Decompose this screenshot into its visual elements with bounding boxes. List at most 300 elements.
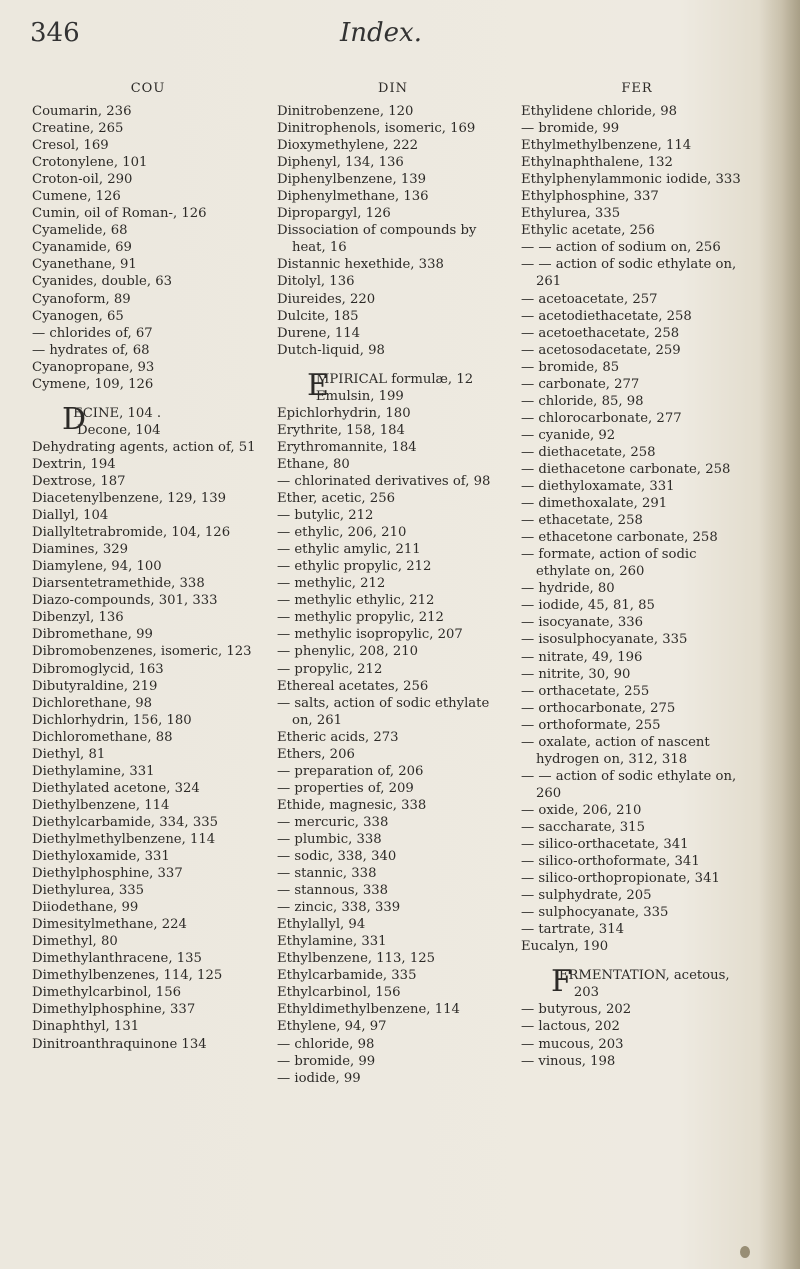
entry-text: — tartrate, 314 (521, 922, 624, 938)
entry-text: Dutch-liquid, 98 (277, 342, 385, 358)
page-edge-shadow (758, 0, 800, 1269)
entry-text: Diamines, 329 (32, 542, 128, 558)
entry-text: — chlorides of, 67 (32, 325, 153, 341)
entry-text: Dibutyraldine, 219 (32, 678, 158, 694)
index-entry (277, 729, 509, 746)
index-entry (521, 120, 753, 137)
index-entry (32, 325, 264, 342)
entry-text: Ether, acetic, 256 (277, 491, 395, 507)
index-entry (277, 456, 509, 473)
entry-text: — silico-orthopropionate, 341 (521, 871, 720, 887)
index-entry (32, 376, 264, 393)
entry-text: — diethyloxamate, 331 (521, 479, 675, 495)
index-entry (277, 1070, 509, 1087)
entry-text: Dimethyl, 80 (32, 934, 118, 950)
index-entry (32, 273, 264, 290)
entry-text: Dioxymethylene, 222 (277, 138, 419, 154)
entry-text: Diethylbenzene, 114 (32, 797, 170, 813)
index-entry (521, 546, 753, 580)
index-entry (277, 524, 509, 541)
entry-text: — butylic, 212 (277, 508, 374, 524)
index-entry (32, 678, 264, 695)
index-entry (32, 1001, 264, 1018)
index-entry (277, 695, 509, 729)
index-entry (521, 393, 753, 410)
index-entry (32, 256, 264, 273)
index-entry (277, 291, 509, 308)
index-entry (521, 444, 753, 461)
entry-text: — sulphocyanate, 335 (521, 905, 669, 921)
index-entry (521, 325, 753, 342)
index-entry (277, 422, 509, 439)
index-column-2 (277, 80, 509, 1087)
index-entry (277, 273, 509, 290)
entry-text: Diamylene, 94, 100 (32, 559, 162, 575)
index-entry (521, 154, 753, 171)
entry-text: Dissociation of compounds by heat, 16 (277, 223, 477, 256)
index-entry (521, 308, 753, 325)
index-entry (277, 916, 509, 933)
entry-text: — methylic ethylic, 212 (277, 593, 435, 609)
index-entry (277, 797, 509, 814)
entry-text: — chloride, 98 (277, 1036, 375, 1052)
entry-text: — zincic, 338, 339 (277, 900, 401, 916)
index-entry (521, 921, 753, 938)
entry-text: Ethyldimethylbenzene, 114 (277, 1002, 460, 1018)
entry-text: — chloride, 85, 98 (521, 393, 644, 409)
index-entry (32, 205, 264, 222)
entry-text: — orthacetate, 255 (521, 683, 650, 699)
entry-text: Coumarin, 236 (32, 104, 132, 119)
index-entry (521, 376, 753, 393)
entry-text: — orthocarbonate, 275 (521, 700, 676, 716)
index-entry (32, 291, 264, 308)
index-entry (521, 734, 753, 768)
index-entry (277, 1018, 509, 1035)
entry-text: — oxalate, action of nascent hydrogen on, 312, 318 (521, 734, 710, 767)
index-entry (277, 507, 509, 524)
index-entry (32, 916, 264, 933)
entry-text: Emulsin, 199 (315, 388, 404, 404)
index-entry (277, 592, 509, 609)
index-entry (277, 490, 509, 507)
entry-text: Diethylmethylbenzene, 114 (32, 831, 216, 847)
entry-text: — isocyanate, 336 (521, 615, 644, 631)
index-column-3 (521, 80, 753, 1070)
index-entry (32, 439, 264, 456)
index-entry (277, 342, 509, 359)
entry-text: Dinitroanthraquinone 134 (32, 1036, 207, 1052)
column-head: DIN (378, 81, 408, 96)
index-entry (521, 342, 753, 359)
entry-text: Erythrite, 158, 184 (277, 422, 405, 438)
index-entry (277, 137, 509, 154)
entry-text: Eucalyn, 190 (521, 939, 609, 955)
index-entry (521, 887, 753, 904)
index-entry (277, 154, 509, 171)
entry-text: Ethylamine, 331 (277, 934, 387, 950)
entry-text: Dinitrobenzene, 120 (277, 104, 414, 119)
index-entry (521, 512, 753, 529)
entry-text: Diphenylmethane, 136 (277, 189, 429, 205)
index-entry (277, 899, 509, 916)
index-entry (521, 614, 753, 631)
entry-text: Ethide, magnesic, 338 (277, 797, 427, 813)
index-entry (277, 746, 509, 763)
entry-text: Etheric acids, 273 (277, 729, 399, 745)
entry-text: Cresol, 169 (32, 138, 109, 154)
index-entry (32, 490, 264, 507)
index-entry (521, 717, 753, 734)
entry-text: Dichlorhydrin, 156, 180 (32, 712, 192, 728)
index-entry (521, 478, 753, 495)
index-entry (277, 814, 509, 831)
entry-text: Cumin, oil of Roman-, 126 (32, 206, 207, 222)
entry-text: Cyanoform, 89 (32, 291, 131, 307)
entry-list (521, 103, 753, 1070)
index-entry (277, 865, 509, 882)
index-entry (521, 291, 753, 308)
index-entry (521, 597, 753, 614)
entry-text: — lactous, 202 (521, 1019, 620, 1035)
index-entry (277, 171, 509, 188)
index-entry (32, 899, 264, 916)
index-entry (32, 342, 264, 359)
entry-text: Cyanamide, 69 (32, 240, 132, 256)
entry-text: MPIRICAL formulæ, 12 (315, 371, 474, 387)
entry-text: Dextrose, 187 (32, 473, 126, 489)
entry-text: Dinitrophenols, isomeric, 169 (277, 121, 476, 137)
index-entry (32, 154, 264, 171)
index-entry (32, 984, 264, 1001)
entry-text: Diphenylbenzene, 139 (277, 172, 427, 188)
entry-text: — isosulphocyanate, 335 (521, 632, 688, 648)
entry-text: — mercuric, 338 (277, 814, 389, 830)
index-entry (521, 938, 753, 955)
entry-text: — nitrite, 30, 90 (521, 666, 631, 682)
entry-text: Ethylphenylammonic iodide, 333 (521, 172, 741, 188)
entry-text: Diarsentetramethide, 338 (32, 576, 205, 592)
index-entry (521, 137, 753, 154)
entry-text: Diethylated acetone, 324 (32, 780, 200, 796)
entry-text: Epichlorhydrin, 180 (277, 405, 411, 421)
index-entry (32, 171, 264, 188)
index-entry (521, 427, 753, 444)
index-entry (277, 950, 509, 967)
entry-text: Dichloromethane, 88 (32, 729, 173, 745)
index-entry (32, 541, 264, 558)
index-entry (521, 188, 753, 205)
entry-text: Dibenzyl, 136 (32, 610, 124, 626)
index-entry (277, 967, 509, 984)
entry-text: Dibromoglycid, 163 (32, 661, 164, 677)
entry-text: Erythromannite, 184 (277, 439, 417, 455)
entry-text: — iodide, 45, 81, 85 (521, 598, 655, 614)
entry-text: — stannic, 338 (277, 866, 377, 882)
index-entry (32, 950, 264, 967)
entry-text: Ethylphosphine, 337 (521, 189, 659, 205)
index-entry (521, 171, 753, 188)
index-entry (32, 609, 264, 626)
index-entry (521, 819, 753, 836)
entry-text: — methylic isopropylic, 207 (277, 627, 463, 643)
index-entry (521, 666, 753, 683)
entry-text: Dimethylcarbinol, 156 (32, 985, 181, 1001)
index-entry (277, 763, 509, 780)
index-entry (32, 780, 264, 797)
entry-text: Durene, 114 (277, 325, 361, 341)
entry-text: Dulcite, 185 (277, 308, 359, 324)
entry-text: Cyanopropane, 93 (32, 359, 155, 375)
entry-text: Diazo-compounds, 301, 333 (32, 593, 218, 609)
entry-text: — formate, action of sodic ethylate on, 260 (521, 547, 697, 580)
index-entry (521, 1001, 753, 1018)
entry-text: Ethereal acetates, 256 (277, 678, 429, 694)
entry-text: Diethylamine, 331 (32, 763, 155, 779)
index-entry (277, 780, 509, 797)
entry-text: — cyanide, 92 (521, 427, 616, 443)
entry-text: Diethyl, 81 (32, 746, 106, 762)
index-entry (277, 643, 509, 660)
entry-text: — ethylic amylic, 211 (277, 542, 421, 558)
entry-text: — acetoacetate, 257 (521, 291, 658, 307)
entry-text: — methylic, 212 (277, 576, 386, 592)
drop-cap-letter: E (307, 367, 329, 403)
index-entry (521, 103, 753, 120)
index-entry (32, 524, 264, 541)
entry-text: — stannous, 338 (277, 883, 389, 899)
index-entry (32, 308, 264, 325)
index-entry (32, 643, 264, 660)
index-entry (521, 683, 753, 700)
index-entry (32, 239, 264, 256)
entry-text: Diallyltetrabromide, 104, 126 (32, 525, 231, 541)
entry-text: — butyrous, 202 (521, 1002, 632, 1018)
index-entry (277, 439, 509, 456)
entry-text: Ethylurea, 335 (521, 206, 621, 222)
entry-text: Dimethylanthracene, 135 (32, 951, 202, 967)
index-entry (277, 1001, 509, 1018)
entry-text: Cyanethane, 91 (32, 257, 137, 273)
index-entry (521, 239, 753, 256)
entry-text: Diallyl, 104 (32, 508, 109, 524)
entry-text: — phenylic, 208, 210 (277, 644, 418, 660)
index-entry (521, 580, 753, 597)
section-start-entry (521, 964, 753, 1001)
entry-text: Croton-oil, 290 (32, 172, 133, 188)
entry-text: — iodide, 99 (277, 1070, 361, 1086)
index-entry (521, 904, 753, 921)
index-entry (32, 592, 264, 609)
entry-text: Cyamelide, 68 (32, 223, 128, 239)
entry-text: — orthoformate, 255 (521, 717, 661, 733)
entry-list (32, 103, 264, 1053)
entry-text: Diethylcarbamide, 334, 335 (32, 814, 218, 830)
index-entry (32, 188, 264, 205)
entry-text: — silico-orthoformate, 341 (521, 854, 700, 870)
index-entry (32, 746, 264, 763)
index-entry (277, 831, 509, 848)
index-entry (32, 103, 264, 120)
index-entry (32, 507, 264, 524)
entry-text: Dinaphthyl, 131 (32, 1019, 140, 1035)
entry-text: Diacetenylbenzene, 129, 139 (32, 491, 227, 507)
entry-text: — hydride, 80 (521, 581, 615, 597)
index-entry (521, 495, 753, 512)
index-entry (521, 1036, 753, 1053)
index-entry (277, 541, 509, 558)
index-entry (521, 870, 753, 887)
index-entry (32, 695, 264, 712)
entry-text: Ethylic acetate, 256 (521, 223, 655, 239)
index-entry (521, 853, 753, 870)
entry-text: — acetosodacetate, 259 (521, 342, 681, 358)
entry-text: Cymene, 109, 126 (32, 376, 154, 392)
entry-text: — nitrate, 49, 196 (521, 649, 643, 665)
entry-text: — carbonate, 277 (521, 376, 640, 392)
entry-text: Ethylnaphthalene, 132 (521, 155, 673, 171)
entry-text: — diethacetate, 258 (521, 444, 656, 460)
index-entry (32, 729, 264, 746)
index-entry (32, 456, 264, 473)
entry-text: — vinous, 198 (521, 1053, 616, 1069)
index-entry (521, 768, 753, 802)
index-entry (277, 933, 509, 950)
index-entry (521, 1053, 753, 1070)
entry-text: — sodic, 338, 340 (277, 849, 397, 865)
index-entry (32, 797, 264, 814)
entry-text: — methylic propylic, 212 (277, 610, 444, 626)
entry-text: Diethylphosphine, 337 (32, 866, 183, 882)
index-entry (32, 626, 264, 643)
index-entry (32, 120, 264, 137)
index-entry (32, 831, 264, 848)
entry-text: — oxide, 206, 210 (521, 802, 642, 818)
index-column-1 (32, 80, 264, 1053)
index-entry (521, 649, 753, 666)
entry-text: Diureides, 220 (277, 291, 376, 307)
entry-text: Dibromobenzenes, isomeric, 123 (32, 644, 252, 660)
entry-text: Ethylallyl, 94 (277, 917, 366, 933)
entry-text: Dimethylbenzenes, 114, 125 (32, 968, 223, 984)
index-entry (277, 558, 509, 575)
index-entry (32, 1018, 264, 1035)
entry-text: — bromide, 99 (277, 1053, 376, 1069)
index-entry (277, 1036, 509, 1053)
entry-text: — — action of sodic ethylate on, 261 (521, 257, 737, 290)
entry-text: Cumene, 126 (32, 189, 121, 205)
index-entry (32, 137, 264, 154)
entry-text: — saccharate, 315 (521, 819, 645, 835)
entry-text: — propylic, 212 (277, 661, 383, 677)
entry-text: Dichlorethane, 98 (32, 695, 153, 711)
index-entry (277, 222, 509, 256)
entry-text: — diethacetone carbonate, 258 (521, 461, 731, 477)
entry-text: Ethylene, 94, 97 (277, 1019, 387, 1035)
index-entry (32, 882, 264, 899)
entry-text: ERMENTATION, acetous, 203 (558, 968, 730, 1001)
entry-text: Ditolyl, 136 (277, 274, 355, 290)
entry-list (277, 103, 509, 1087)
entry-text: Cyanides, double, 63 (32, 274, 173, 290)
entry-text: — — action of sodic ethylate on, 260 (521, 768, 737, 801)
index-entry (521, 256, 753, 290)
entry-text: — plumbic, 338 (277, 831, 382, 847)
entry-text: Diethylurea, 335 (32, 883, 145, 899)
entry-text: Creatine, 265 (32, 121, 124, 137)
ink-stain (740, 1246, 750, 1258)
index-entry (521, 802, 753, 819)
entry-text: ECINE, 104 . (73, 405, 162, 421)
index-entry (277, 205, 509, 222)
entry-text: Diphenyl, 134, 136 (277, 155, 404, 171)
index-entry (521, 1018, 753, 1035)
drop-cap-letter: F (551, 964, 572, 1000)
column-head: COU (130, 81, 166, 96)
page-number: 346 (30, 18, 80, 48)
entry-text: Ethylcarbinol, 156 (277, 985, 401, 1001)
entry-text: Dimesitylmethane, 224 (32, 917, 187, 933)
index-entry (521, 461, 753, 478)
index-entry (277, 661, 509, 678)
entry-text: Ethers, 206 (277, 746, 355, 762)
index-entry (521, 631, 753, 648)
entry-text: Decone, 104 (77, 422, 161, 438)
column-head: FER (621, 81, 653, 96)
entry-text: Diethyloxamide, 331 (32, 849, 170, 865)
page-header (0, 18, 800, 68)
index-entry (277, 848, 509, 865)
index-entry (521, 700, 753, 717)
entry-text: — properties of, 209 (277, 780, 414, 796)
index-entry (277, 984, 509, 1001)
index-entry (32, 814, 264, 831)
index-entry (32, 865, 264, 882)
entry-text: — preparation of, 206 (277, 763, 424, 779)
index-entry (277, 325, 509, 342)
entry-text: — silico-orthacetate, 341 (521, 837, 689, 853)
entry-text: Crotonylene, 101 (32, 155, 148, 171)
entry-text: Ethylcarbamide, 335 (277, 968, 417, 984)
index-entry (277, 256, 509, 273)
index-entry (277, 188, 509, 205)
index-entry (277, 473, 509, 490)
entry-text: — ethacetate, 258 (521, 513, 643, 529)
entry-text: — ethacetone carbonate, 258 (521, 530, 718, 546)
index-entry (521, 410, 753, 427)
index-entry (277, 678, 509, 695)
index-entry (32, 558, 264, 575)
index-entry (277, 609, 509, 626)
entry-text: Dibromethane, 99 (32, 627, 153, 643)
entry-text: — chlorinated derivatives of, 98 (277, 473, 491, 489)
index-entry (32, 933, 264, 950)
entry-text: Ethylidene chloride, 98 (521, 104, 678, 119)
index-entry (277, 626, 509, 643)
entry-text: — bromide, 99 (521, 121, 620, 137)
index-entry (277, 1053, 509, 1070)
index-entry (521, 205, 753, 222)
entry-text: Dextrin, 194 (32, 456, 116, 472)
index-entry (277, 120, 509, 137)
entry-text: — chlorocarbonate, 277 (521, 410, 682, 426)
entry-text: — sulphydrate, 205 (521, 888, 652, 904)
index-entry (32, 712, 264, 729)
entry-text: Ethylmethylbenzene, 114 (521, 138, 692, 154)
entry-text: — acetodiethacetate, 258 (521, 308, 692, 324)
index-entry (277, 575, 509, 592)
index-entry (277, 405, 509, 422)
